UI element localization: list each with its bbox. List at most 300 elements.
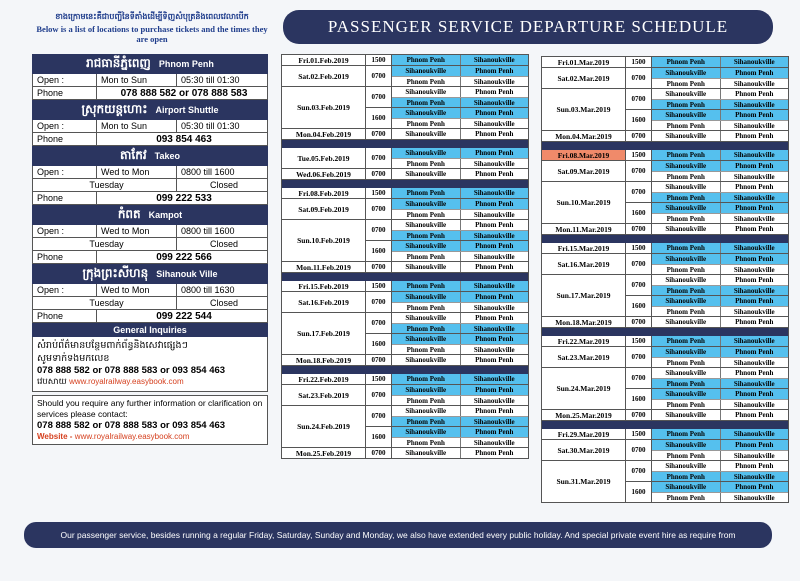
schedule-day [541,275,789,317]
schedule-date: Fri.22.Mar.2019 [542,336,626,346]
departure-time: 0700 [626,89,652,109]
schedule-date: Sun.03.Feb.2019 [282,87,366,128]
departure-time: 0700 [626,68,652,88]
route-row [392,355,528,365]
route-origin: Phnom Penh [652,286,721,295]
route-row [392,230,528,240]
general-website-link[interactable]: www.royalrailway.easybook.com [69,377,184,386]
office-name-en: Phnom Penh [158,59,214,69]
route-destination: Sihanoukville [733,193,775,202]
phone-label: Phone [33,133,97,145]
general-kh-line2: សូមទាក់ទងមកលេខ [37,353,110,364]
route-destination: Sihanoukville [473,324,515,333]
route-row [392,209,528,219]
route-origin: Phnom Penh [652,472,721,481]
schedule-day [541,161,789,182]
page-title: PASSENGER SERVICE DEPARTURE SCHEDULE [283,10,773,44]
route-row [652,410,788,420]
route-destination: Sihanoukville [733,172,775,181]
intro-khmer: ខាងក្រោមនេះគឺជាបញ្ជីនៃទីតាំងដើម្បីទិញសំបុត្រនិងពេលវេលាបើក [55,12,249,21]
route-row [392,302,528,312]
office-open-row [32,120,268,133]
phone-number: 099 222 544 [156,310,212,322]
schedule-date: Sun.03.Mar.2019 [542,89,626,130]
departure-block [366,66,528,86]
office-name-en: Takeo [154,151,180,161]
route-destination: Phnom Penh [735,69,774,77]
offices-panel [32,54,268,445]
route-row [652,306,788,316]
departure-block [366,55,528,65]
march-schedule [541,56,789,503]
route-row [392,188,528,198]
departure-block [626,131,788,141]
schedule-day [541,182,789,224]
departure-block [366,107,528,128]
route-origin: Sihanoukville [652,317,721,327]
route-row [652,99,788,109]
route-row [392,199,528,209]
schedule-date: Fri.29.Mar.2019 [542,429,626,439]
route-row [652,482,788,492]
route-destination: Sihanoukville [733,265,775,274]
route-destination: Phnom Penh [735,90,774,98]
departure-time: 0700 [626,440,652,460]
schedule-day [541,410,789,421]
schedule-date: Sun.10.Feb.2019 [282,220,366,261]
schedule-date: Mon.18.Feb.2019 [282,355,366,365]
route-origin: Phnom Penh [392,119,461,128]
route-origin: Phnom Penh [652,358,721,367]
schedule-date: Sun.24.Mar.2019 [542,368,626,409]
office-name-kh: រាជធានីភ្នំពេញ [86,56,151,70]
office-name-kh: តាកែវ [119,148,147,162]
week-separator [281,273,529,281]
route-row [392,313,528,323]
open-label: Open : [33,74,97,86]
departure-block [366,262,528,272]
departure-block [366,448,528,458]
schedule-date: Mon.04.Feb.2019 [282,129,366,139]
route-origin: Sihanoukville [392,108,461,118]
departure-block [366,406,528,426]
route-origin: Sihanoukville [392,220,461,230]
schedule-date: Fri.01.Feb.2019 [282,55,366,65]
schedule-date: Sat.02.Feb.2019 [282,66,366,86]
route-origin: Sihanoukville [392,313,461,323]
schedule-date: Sat.30.Mar.2019 [542,440,626,460]
route-destination: Phnom Penh [735,297,774,305]
schedule-date: Mon.11.Mar.2019 [542,224,626,234]
route-row [652,120,788,130]
route-row [652,68,788,78]
office-header-airport-shuttle [32,100,268,120]
departure-time: 0700 [626,161,652,181]
schedule-day [281,262,529,273]
departure-time: 0700 [366,292,392,312]
departure-time: 1500 [626,150,652,160]
open-hours: 0800 till 1630 [181,285,235,295]
route-destination: Sihanoukville [473,98,515,107]
route-origin: Phnom Penh [652,150,721,160]
schedule-day [541,368,789,410]
departure-block [366,199,528,219]
route-destination: Phnom Penh [735,390,774,398]
schedule-date: Sat.09.Mar.2019 [542,161,626,181]
route-origin: Sihanoukville [652,275,721,285]
closed-day: Tuesday [33,179,177,191]
open-days: Mon to Sun [97,74,177,86]
route-origin: Sihanoukville [392,262,461,272]
route-destination: Phnom Penh [735,162,774,170]
open-days: Wed to Mon [97,284,177,296]
week-separator [541,142,789,150]
schedule-date: Fri.15.Feb.2019 [282,281,366,291]
route-destination: Phnom Penh [735,204,774,212]
route-row [652,171,788,181]
route-origin: Phnom Penh [392,374,461,384]
departure-time: 1600 [366,427,392,447]
route-destination: Sihanoukville [733,379,775,388]
route-origin: Sihanoukville [392,355,461,365]
departure-time: 1500 [626,429,652,439]
route-row [652,296,788,306]
route-row [392,220,528,230]
schedule-date: Wed.06.Feb.2019 [282,169,366,179]
schedule-day [281,385,529,406]
route-row [392,292,528,302]
contact-website-link[interactable]: www.royalrailway.easybook.com [74,432,190,441]
route-row [392,262,528,272]
schedule-date: Sun.17.Feb.2019 [282,313,366,354]
schedule-day [541,89,789,131]
departure-block [366,129,528,139]
route-row [652,429,788,439]
departure-block [626,89,788,109]
route-origin: Phnom Penh [392,159,461,168]
route-origin: Sihanoukville [392,292,461,302]
departure-block [626,182,788,202]
route-origin: Phnom Penh [652,121,721,130]
route-row [392,251,528,261]
route-row [652,192,788,202]
departure-block [626,161,788,181]
office-phone-row [32,310,268,323]
open-days: Mon to Sun [97,120,177,132]
route-origin: Sihanoukville [652,89,721,99]
departure-time: 1500 [366,55,392,65]
route-origin: Sihanoukville [652,110,721,120]
route-origin: Sihanoukville [652,182,721,192]
route-origin: Sihanoukville [392,448,461,458]
route-destination: Phnom Penh [735,369,774,377]
route-row [392,323,528,333]
route-origin: Sihanoukville [652,131,721,141]
route-origin: Phnom Penh [652,400,721,409]
route-destination: Sihanoukville [733,337,775,345]
route-origin: Phnom Penh [652,429,721,439]
departure-block [626,202,788,223]
schedule-date: Sun.24.Feb.2019 [282,406,366,447]
route-destination: Phnom Penh [735,183,774,191]
schedule-date: Sat.16.Feb.2019 [282,292,366,312]
contact-phones: 078 888 582 or 078 888 583 or 093 854 463 [37,420,226,431]
route-destination: Phnom Penh [475,109,514,117]
route-row [392,427,528,437]
route-origin: Sihanoukville [392,148,461,158]
office-closed-row [32,297,268,310]
route-destination: Phnom Penh [475,149,514,157]
route-row [392,448,528,458]
route-origin: Phnom Penh [652,79,721,88]
route-destination: Phnom Penh [475,263,514,271]
office-name-en: Sihanouk Ville [156,269,218,279]
closed-label: Closed [209,298,238,308]
departure-time: 0700 [366,87,392,107]
office-closed-row [32,179,268,192]
schedule-day [281,220,529,262]
route-row [392,169,528,179]
route-row [392,374,528,384]
general-kh-line1: សំរាប់ព័ត៌មានបន្ថែមពាក់ព័ន្ធនិងសេវាផ្សេងៗ [37,340,188,351]
route-origin: Phnom Penh [652,307,721,316]
route-origin: Sihanoukville [652,161,721,171]
departure-time: 0700 [626,317,652,327]
schedule-day [281,355,529,366]
route-origin: Sihanoukville [392,385,461,395]
route-origin: Sihanoukville [652,347,721,357]
route-row [392,241,528,251]
open-label: Open : [33,120,97,132]
route-origin: Phnom Penh [392,324,461,333]
departure-time: 0700 [626,275,652,295]
route-origin: Phnom Penh [392,77,461,86]
route-origin: Sihanoukville [652,389,721,399]
schedule-day [281,374,529,385]
route-destination: Phnom Penh [475,293,514,301]
schedule-day [541,68,789,89]
route-destination: Phnom Penh [735,111,774,119]
open-label: Open : [33,284,97,296]
route-origin: Sihanoukville [392,334,461,344]
schedule-day [281,448,529,459]
route-destination: Sihanoukville [733,493,775,502]
departure-block [626,254,788,274]
route-row [652,492,788,502]
schedule-day [281,199,529,220]
schedule-day [281,66,529,87]
departure-time: 0700 [626,368,652,388]
route-origin: Sihanoukville [392,169,461,179]
route-row [392,416,528,426]
open-hours: 0800 till 1600 [181,167,235,177]
departure-block [626,388,788,409]
schedule-day [281,54,529,66]
route-destination: Phnom Penh [475,130,514,138]
departure-block [626,368,788,388]
departure-block [626,295,788,316]
route-origin: Sihanoukville [652,203,721,213]
route-destination: Sihanoukville [473,231,515,240]
route-row [652,182,788,192]
office-name-en: Airport Shuttle [155,105,219,115]
departure-block [626,57,788,67]
route-destination: Sihanoukville [733,307,775,316]
departure-time: 1500 [626,243,652,253]
departure-block [626,68,788,88]
schedule-day [541,336,789,347]
schedule-date: Sat.16.Mar.2019 [542,254,626,274]
route-destination: Phnom Penh [475,449,514,457]
departure-block [366,148,528,168]
route-destination: Phnom Penh [475,335,514,343]
open-hours: 05:30 till 01:30 [181,121,240,131]
route-origin: Phnom Penh [652,493,721,502]
office-closed-row [32,238,268,251]
route-destination: Sihanoukville [733,79,775,88]
office-open-row [32,225,268,238]
schedule-day [541,131,789,142]
departure-time: 0700 [626,182,652,202]
route-destination: Sihanoukville [473,438,515,447]
route-origin: Phnom Penh [652,172,721,181]
departure-time: 0700 [366,406,392,426]
route-row [392,334,528,344]
office-open-row [32,74,268,87]
departure-time: 1500 [626,336,652,346]
week-separator [541,235,789,243]
route-row [652,440,788,450]
route-destination: Phnom Penh [475,314,514,322]
route-row [652,378,788,388]
route-origin: Sihanoukville [652,368,721,378]
route-destination: Sihanoukville [733,151,775,159]
departure-time: 1500 [366,281,392,291]
departure-block [366,281,528,291]
departure-block [626,224,788,234]
route-destination: Phnom Penh [735,276,774,284]
phone-number: 078 888 582 or 078 888 583 [120,87,248,99]
route-row [652,285,788,295]
phone-label: Phone [33,192,97,204]
february-schedule [281,54,529,459]
office-header-sihanouk-ville [32,264,268,284]
route-origin: Phnom Penh [652,451,721,460]
departure-block [626,317,788,327]
route-destination: Sihanoukville [473,210,515,219]
phone-number: 093 854 463 [156,133,212,145]
route-destination: Phnom Penh [735,411,774,419]
route-destination: Sihanoukville [733,358,775,367]
route-row [392,55,528,65]
schedule-day [281,87,529,129]
departure-time: 0700 [366,169,392,179]
route-origin: Phnom Penh [652,193,721,202]
general-web-kh: វេបសាយ [37,376,67,386]
open-hours: 0800 till 1600 [181,226,235,236]
route-origin: Phnom Penh [392,252,461,261]
departure-block [626,429,788,439]
route-origin: Sihanoukville [392,199,461,209]
route-origin: Phnom Penh [392,98,461,107]
route-row [652,224,788,234]
route-destination: Sihanoukville [473,252,515,261]
office-name-en: Kampot [148,210,183,220]
departure-block [366,292,528,312]
route-destination: Sihanoukville [473,417,515,426]
departure-block [626,440,788,460]
route-origin: Sihanoukville [652,410,721,420]
route-row [652,110,788,120]
route-row [392,66,528,76]
route-row [392,87,528,97]
schedule-day [281,313,529,355]
office-open-row [32,284,268,297]
route-row [652,389,788,399]
route-row [652,254,788,264]
closed-day: Tuesday [33,297,177,309]
departure-time: 0700 [366,448,392,458]
office-name-kh: ស្រុកយន្តហោះ [81,102,148,116]
schedule-date: Mon.18.Mar.2019 [542,317,626,327]
departure-block [366,240,528,261]
route-origin: Sihanoukville [652,440,721,450]
departure-time: 0700 [626,410,652,420]
departure-block [366,355,528,365]
route-row [652,336,788,346]
schedule-date: Fri.08.Feb.2019 [282,188,366,198]
route-origin: Sihanoukville [392,129,461,139]
route-origin: Phnom Penh [392,438,461,447]
route-row [392,344,528,354]
route-origin: Phnom Penh [652,100,721,109]
schedule-day [541,429,789,440]
office-phone-row [32,133,268,146]
departure-block [366,333,528,354]
route-row [392,385,528,395]
departure-block [366,426,528,447]
route-row [652,89,788,99]
schedule-date: Fri.08.Mar.2019 [542,150,626,160]
route-row [652,57,788,67]
closed-label: Closed [209,180,238,190]
route-destination: Phnom Penh [735,483,774,491]
departure-time: 1600 [366,241,392,261]
route-row [652,264,788,274]
route-destination: Sihanoukville [733,244,775,252]
route-destination: Phnom Penh [735,255,774,263]
open-label: Open : [33,225,97,237]
schedule-date: Fri.15.Mar.2019 [542,243,626,253]
departure-time: 1600 [626,296,652,316]
schedule-date: Sun.10.Mar.2019 [542,182,626,223]
route-origin: Sihanoukville [392,87,461,97]
departure-block [626,243,788,253]
route-row [392,129,528,139]
route-destination: Phnom Penh [735,462,774,470]
route-destination: Phnom Penh [735,132,774,140]
route-origin: Phnom Penh [652,214,721,223]
route-origin: Phnom Penh [392,55,461,65]
open-days: Wed to Mon [97,225,177,237]
schedule-day [541,461,789,503]
route-destination: Phnom Penh [475,200,514,208]
route-origin: Sihanoukville [392,427,461,437]
departure-block [366,220,528,240]
departure-time: 0700 [366,220,392,240]
office-header-phnom-penh [32,54,268,74]
route-origin: Phnom Penh [652,265,721,274]
